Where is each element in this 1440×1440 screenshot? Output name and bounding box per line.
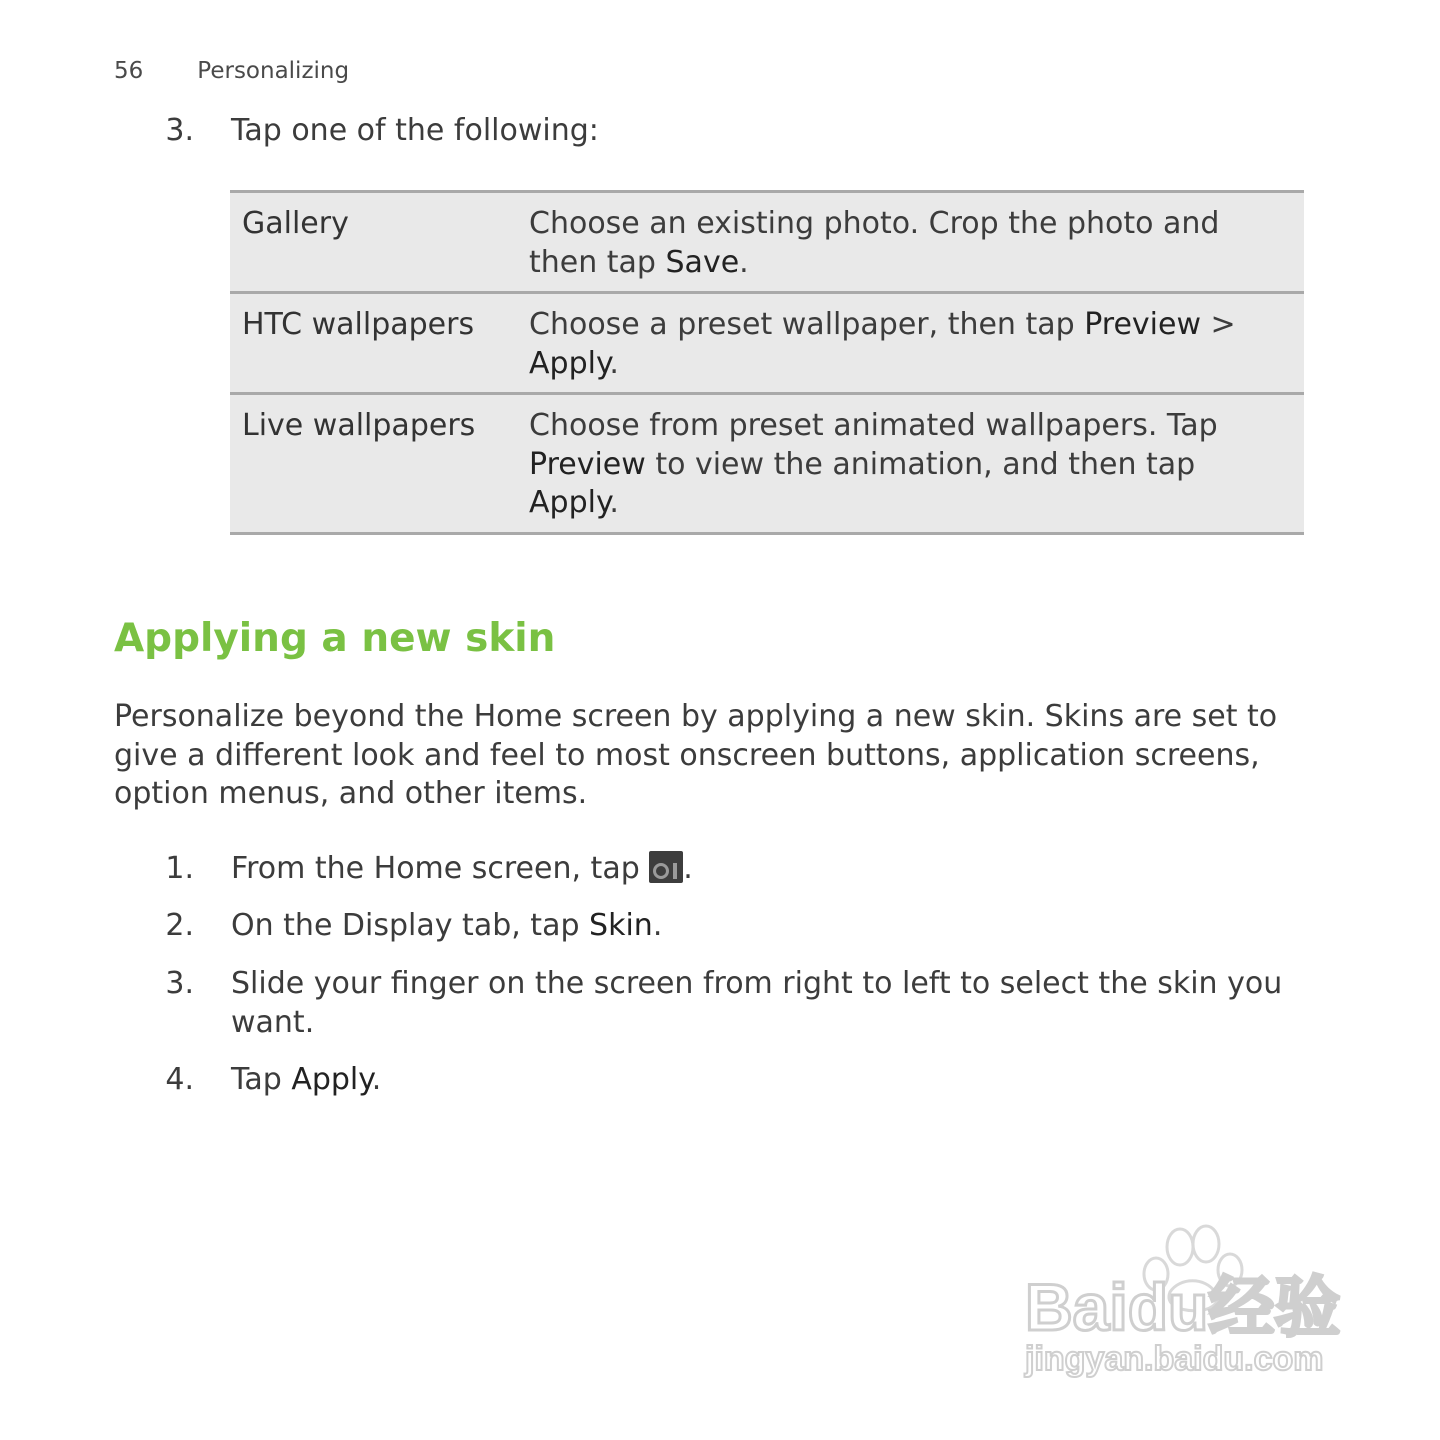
step-number: 2. — [165, 908, 194, 943]
ui-term: Preview — [1084, 307, 1201, 342]
running-section-title: Personalizing — [197, 58, 350, 84]
list-item-step-4 — [114, 1061, 1304, 1100]
wallpaper-options-table — [230, 190, 1304, 535]
table-row — [230, 394, 1304, 534]
step-text: From the Home screen, tap . — [231, 851, 693, 886]
step-text: Tap one of the following: — [231, 113, 599, 148]
step-number: 4. — [165, 1062, 194, 1097]
step-number: 3. — [165, 966, 194, 1001]
watermark-url: jingyan.baidu.com — [1025, 1340, 1324, 1378]
option-description: Choose from preset animated wallpapers. Tap Preview to view the animation, and then tap Apply. — [517, 394, 1304, 534]
option-description: Choose an existing photo. Crop the photo and then tap Save. — [529, 206, 1220, 280]
ui-term: Preview — [529, 446, 646, 482]
list-item-step-3 — [114, 965, 1304, 1042]
baidu-watermark-logo — [1020, 1222, 1360, 1392]
ui-term: Apply — [529, 485, 610, 520]
table-row — [230, 293, 1304, 394]
ui-term: Apply — [291, 1062, 372, 1097]
page-header — [114, 58, 349, 84]
section-intro-paragraph: Personalize beyond the Home screen by applying a new skin. Skins are set to give a different look and feel to most onscreen buttons, application screens, option menus, and other items. — [114, 699, 1278, 811]
table-row — [230, 192, 1304, 293]
step-text: Slide your finger on the screen from right to left to select the skin you want. — [231, 966, 1283, 1040]
section-heading: Applying a new skin — [114, 616, 556, 661]
step-text: On the Display tab, tap Skin. — [231, 908, 663, 943]
settings-icon — [649, 851, 683, 883]
ui-term: Save — [665, 244, 740, 280]
step-text: Tap Apply. — [231, 1062, 382, 1097]
list-item-step-2 — [114, 907, 1304, 946]
ui-term: Apply — [529, 345, 610, 381]
list-item-step-choose — [114, 112, 1304, 151]
step-number: 1. — [165, 851, 194, 886]
option-name: Live wallpapers — [230, 394, 517, 534]
watermark-brand: Baidu经验 — [1025, 1270, 1341, 1344]
ui-term: Skin — [589, 908, 653, 943]
list-item-step-1 — [114, 850, 1304, 889]
page-number: 56 — [114, 58, 144, 84]
step-number: 3. — [165, 113, 194, 148]
option-description: Choose a preset wallpaper, then tap Preview > Apply. — [517, 293, 1304, 394]
option-name: HTC wallpapers — [230, 293, 517, 394]
option-name: Gallery — [242, 206, 349, 241]
